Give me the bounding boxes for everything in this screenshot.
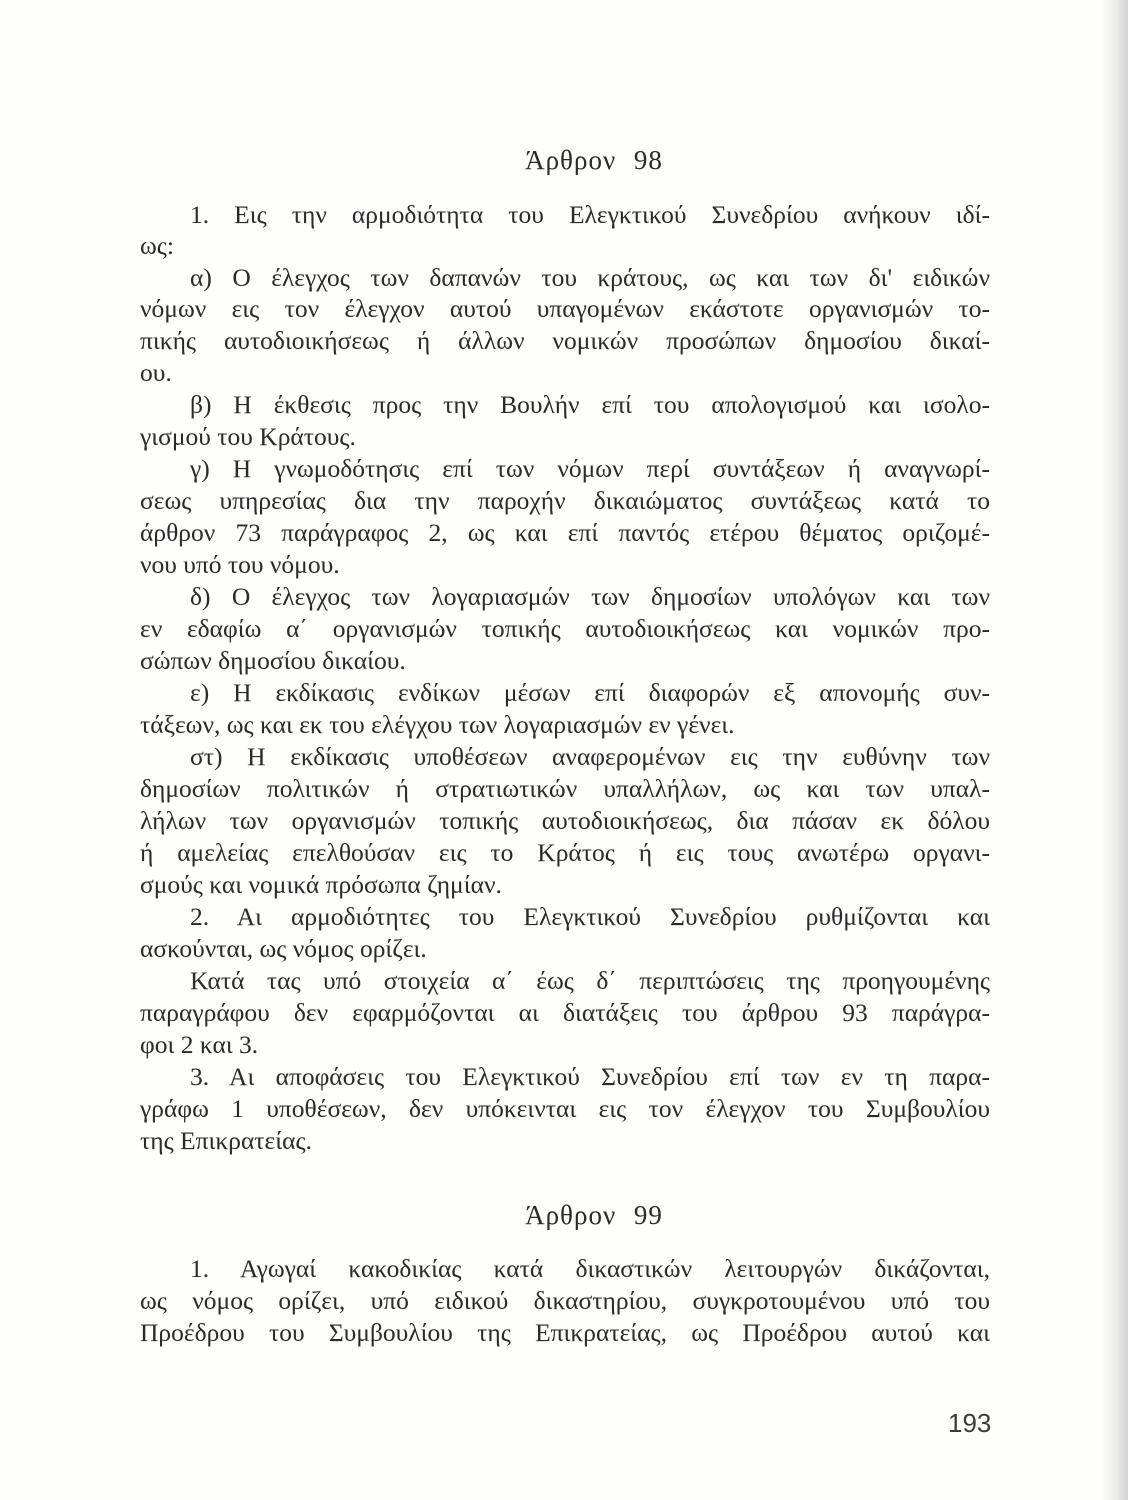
page-number: 193 [948, 1408, 992, 1438]
article-98-line: ε) Η εκδίκασις ενδίκων μέσων επί διαφορών εξ απονομής συν- [190, 678, 990, 707]
article-99-line: ως νόμος ορίζει, υπό ειδικού δικαστηρίου, συγκροτουμένου υπό του [140, 1286, 990, 1315]
article-98-heading: Άρθρον 98 [525, 145, 663, 175]
article-98-line: στ) Η εκδίκασις υποθέσεων αναφερομένων εις την ευθύνην των [190, 742, 990, 771]
article-98-line: γράφω 1 υποθέσεων, δεν υπόκεινται εις τον έλεγχον του Συμβουλίου [140, 1094, 990, 1123]
article-98-line: ή αμελείας επελθούσαν εις το Κράτος ή εις τους ανωτέρω οργανι- [140, 838, 990, 867]
article-99-line: Προέδρου του Συμβουλίου της Επικρατείας, ως Προέδρου αυτού και [140, 1318, 990, 1347]
article-98-line: σεως υπηρεσίας δια την παροχήν δικαιώματος συντάξεως κατά το [140, 486, 990, 515]
page-edge-shadow [1102, 0, 1128, 1500]
article-98-line: δημοσίων πολιτικών ή στρατιωτικών υπαλλήλων, ως και των υπαλ- [140, 774, 990, 803]
article-98-line: δ) Ο έλεγχος των λογαριασμών των δημοσίων υπολόγων και των [190, 582, 990, 611]
article-98-line: εν εδαφίω α΄ οργανισμών τοπικής αυτοδιοικήσεως και νομικών προ- [140, 614, 990, 643]
article-98-line: ως: [140, 231, 174, 260]
article-98-line: πικής αυτοδιοικήσεως ή άλλων νομικών προσώπων δημοσίου δικαί- [140, 326, 990, 355]
article-99-line: 1. Αγωγαί κακοδικίας κατά δικαστικών λειτουργών δικάζονται, [190, 1254, 990, 1283]
article-98-line: λήλων των οργανισμών τοπικής αυτοδιοικήσεως, δια πάσαν εκ δόλου [140, 806, 990, 835]
article-98-line: παραγράφου δεν εφαρμόζονται αι διατάξεις του άρθρου 93 παράγρα- [140, 998, 990, 1027]
article-98-line: γ) Η γνωμοδότησις επί των νόμων περί συντάξεων ή αναγνωρί- [190, 454, 990, 483]
article-98-line: άρθρον 73 παράγραφος 2, ως και επί παντός ετέρου θέματος οριζομέ- [140, 518, 990, 547]
article-99-heading: Άρθρον 99 [525, 1200, 663, 1230]
article-98-line: της Επικρατείας. [140, 1126, 312, 1155]
article-98-line: ου. [140, 358, 172, 387]
article-98-line: 3. Αι αποφάσεις του Ελεγκτικού Συνεδρίου επί των εν τη παρα- [190, 1062, 990, 1091]
article-98-line: γισμού του Κράτους. [140, 422, 356, 451]
article-98-line: 1. Εις την αρμοδιότητα του Ελεγκτικού Συνεδρίου ανήκουν ιδί- [190, 200, 990, 229]
article-98-line: νου υπό του νόμου. [140, 550, 340, 579]
article-98-line: σώπων δημοσίου δικαίου. [140, 646, 406, 675]
article-98-line: τάξεων, ως και εκ του ελέγχου των λογαριασμών εν γένει. [140, 710, 735, 739]
article-98-line: φοι 2 και 3. [140, 1030, 259, 1059]
article-98-line: νόμων εις τον έλεγχον αυτού υπαγομένων εκάστοτε οργανισμών το- [140, 294, 990, 323]
article-98-line: Κατά τας υπό στοιχεία α΄ έως δ΄ περιπτώσεις της προηγουμένης [190, 966, 990, 995]
article-98-line: 2. Αι αρμοδιότητες του Ελεγκτικού Συνεδρίου ρυθμίζονται και [190, 902, 990, 931]
article-98-line: σμούς και νομικά πρόσωπα ζημίαν. [140, 870, 502, 899]
article-98-line: ασκούνται, ως νόμος ορίζει. [140, 934, 427, 963]
article-98-line: β) Η έκθεσις προς την Βουλήν επί του απολογισμού και ισολο- [190, 390, 990, 419]
article-98-line: α) Ο έλεγχος των δαπανών του κράτους, ως και των δι' ειδικών [190, 263, 990, 292]
